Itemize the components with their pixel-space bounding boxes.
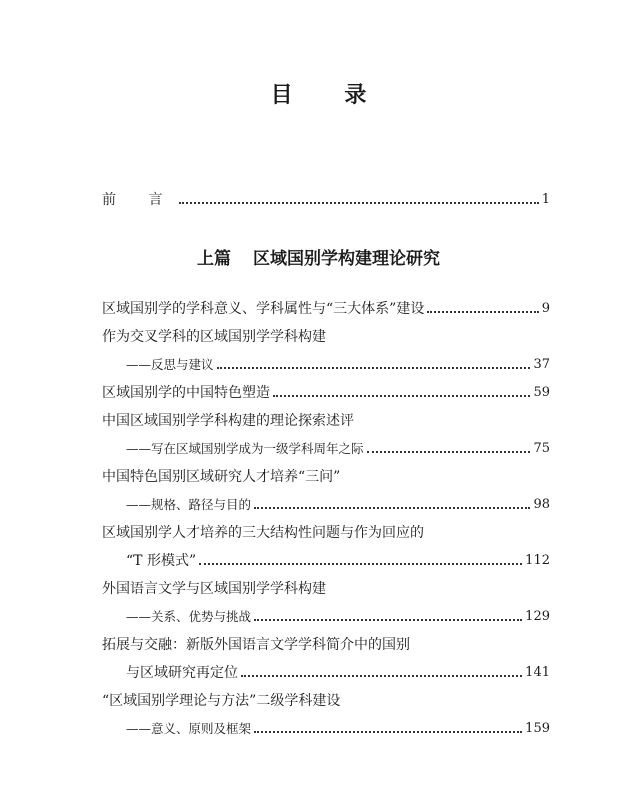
toc-page-number: 9 xyxy=(541,301,550,316)
toc-entry-subtitle[interactable] xyxy=(126,607,550,627)
leader-dots xyxy=(427,311,538,313)
toc-entry-subtitle[interactable] xyxy=(126,495,550,515)
toc-entry-title: ——意义、原则及框架 xyxy=(126,721,252,736)
toc-entry-title: “T 形模式” xyxy=(126,553,197,569)
toc-entry-title: 区域国别学的学科意义、学科属性与“三大体系”建设 xyxy=(102,301,425,317)
toc-entry-title: 与区域研究再定位 xyxy=(126,665,238,681)
toc-page-number: 112 xyxy=(525,553,550,568)
toc-page-number: 129 xyxy=(525,609,550,624)
toc-entry-title: “区域国别学理论与方法”二级学科建设 xyxy=(102,693,341,709)
page-title: 目 录 xyxy=(270,82,389,108)
toc-entry[interactable] xyxy=(102,579,550,599)
toc-entry-title: ——规格、路径与目的 xyxy=(126,497,252,512)
toc-entry-subtitle[interactable] xyxy=(126,439,550,459)
toc-page-number: 141 xyxy=(525,665,550,680)
toc-entry-subtitle[interactable] xyxy=(126,355,550,375)
toc-entry-title: 中国区域国别学学科构建的理论探索述评 xyxy=(102,413,354,429)
toc-entry[interactable] xyxy=(102,635,550,655)
toc-page-number: 75 xyxy=(533,441,550,456)
leader-dots xyxy=(241,675,522,677)
toc-page-number: 59 xyxy=(533,385,550,400)
leader-dots xyxy=(254,619,522,621)
toc-entry-title: 拓展与交融：新版外国语言文学学科简介中的国别 xyxy=(102,637,410,653)
leader-dots xyxy=(273,395,530,397)
toc-entry-preface[interactable] xyxy=(102,190,550,210)
toc-entry-title: 区域国别学人才培养的三大结构性问题与作为回应的 xyxy=(102,525,424,541)
toc-entry[interactable] xyxy=(102,691,550,711)
toc-entry-title: ——关系、优势与挑战 xyxy=(126,609,252,624)
toc-entry[interactable] xyxy=(102,383,550,403)
toc-entry-title: 作为交叉学科的区域国别学学科构建 xyxy=(102,329,326,345)
toc-entry-title: ——写在区域国别学成为一级学科周年之际 xyxy=(126,441,364,456)
section-title: 区域国别学构建理论研究 xyxy=(253,249,440,269)
toc-entry-title: 前 言 xyxy=(102,192,177,208)
leader-dots xyxy=(179,202,538,204)
toc-entry[interactable] xyxy=(102,411,550,431)
toc-entry-continuation[interactable] xyxy=(126,663,550,683)
toc-page-number: 37 xyxy=(533,357,550,372)
toc-entry[interactable] xyxy=(102,523,550,543)
toc-page-number: 98 xyxy=(533,497,550,512)
toc-entry-title: 区域国别学的中国特色塑造 xyxy=(102,385,270,401)
toc-entry-title: 中国特色国别区域研究人才培养“三问” xyxy=(102,469,341,485)
toc-entry[interactable] xyxy=(102,327,550,347)
toc-entry[interactable] xyxy=(102,467,550,487)
leader-dots xyxy=(367,451,531,453)
toc-entry[interactable] xyxy=(102,299,550,319)
leader-dots xyxy=(254,731,522,733)
toc-entry-continuation[interactable] xyxy=(126,551,550,571)
toc-page-number: 1 xyxy=(541,192,550,207)
leader-dots xyxy=(199,563,522,565)
leader-dots xyxy=(217,367,531,369)
toc-page-number: 159 xyxy=(525,721,550,736)
toc-entry-subtitle[interactable] xyxy=(126,719,550,739)
leader-dots xyxy=(254,507,530,509)
toc-entry-title: 外国语言文学与区域国别学学科构建 xyxy=(102,581,326,597)
toc-entry-title: ——反思与建议 xyxy=(126,357,214,372)
section-part: 上篇 xyxy=(197,249,231,269)
section-heading xyxy=(0,244,637,269)
